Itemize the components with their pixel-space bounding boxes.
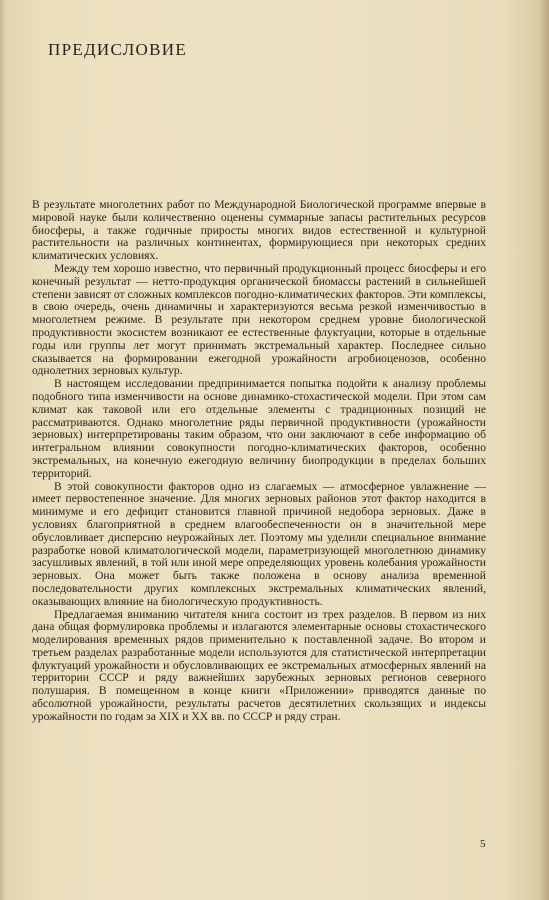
- body-text: [32, 199, 486, 724]
- page-shadow-right: [539, 0, 549, 900]
- paragraph-3: В настоящем исследовании предпринимается попытка подойти к анализу проблемы подобного типа изменчивости на основе динамико-стохастической модели. При этом сам климат как таковой или его отдельные элементы с традиционных позиций не рассматриваются. Однако многолетние ряды первичной продуктивности (урожайности зерновых) интерпретированы таким образом, что они заключают в себе информацию об интегральном влиянии совокупности погодно-климатических факторов, особенно экстремальных, на конечную ежегодную величину биопродукции в пределах больших территорий.: [32, 377, 486, 480]
- paragraph-5: Предлагаемая вниманию читателя книга состоит из трех разделов. В первом из них дана общая формулировка проблемы и излагаются элементарные основы стохастического моделирования временных рядов применительно к поставленной задаче. Во втором и третьем разделах разработанные модели используются для статистической интерпретации флуктуаций урожайности и обусловливающих ее экстремальных атмосферных явлений на территории СССР и ряду важнейших зарубежных зерновых регионов северного полушария. В помещенном в конце книги «Приложении» приводятся данные по абсолютной урожайности, результаты расчетов десятилетних скользящих и индексы урожайности по годам за XIX и XX вв. по СССР и ряду стран.: [32, 607, 486, 723]
- paragraph-4: В этой совокупности факторов одно из слагаемых — атмосферное увлажнение — имеет первостепенное значение. Для многих зерновых районов этот фактор находится в минимуме и его дефицит становится главной причиной недобора зерновых. Даже в условиях благоприятной в среднем влагообеспеченности он в значительной мере обусловливает дисперсию неурожайных лет. Поэтому мы уделили специальное внимание разработке новой климатологической модели, параметризующей многолетнюю динамику засушливых явлений, в той или иной мере определяющих уровень колебания урожайности зерновых. Она может быть также положена в основу анализа временной последовательности других комплексных экстремальных климатических явлений, оказывающих влияние на биологическую продуктивность.: [32, 479, 486, 608]
- paragraph-2: Между тем хорошо известно, что первичный продукционный процесс биосферы и его конечный результат — нетто-продукция органической биомассы растений в сильнейшей степени зависят от сложных комплексов погодно-климатических факторов. Эти комплексы, в свою очередь, очень динамичны и характеризуются весьма резкой изменчивостью в многолетнем режиме. В результате при некотором среднем уровне биологической продуктивности экосистем возникают ее естественные флуктуации, которые в отдельные годы или группы лет могут принимать экстремальный характер. Последнее сильно сказывается на формировании ежегодной урожайности агробиоценозов, особенно однолетних зерновых культур.: [32, 261, 486, 378]
- page-number: 5: [480, 838, 486, 850]
- page-shadow-left: [0, 0, 6, 900]
- chapter-heading: ПРЕДИСЛОВИЕ: [48, 40, 188, 59]
- paragraph-1: В результате многолетних работ по Международной Биологической программе впервые в мировой науке были количественно оценены суммарные запасы растительных ресурсов биосферы, а также годичные приросты многих видов естественной и культурной растительности на различных континентах, формирующиеся при некоторых средних климатических условиях.: [32, 198, 486, 263]
